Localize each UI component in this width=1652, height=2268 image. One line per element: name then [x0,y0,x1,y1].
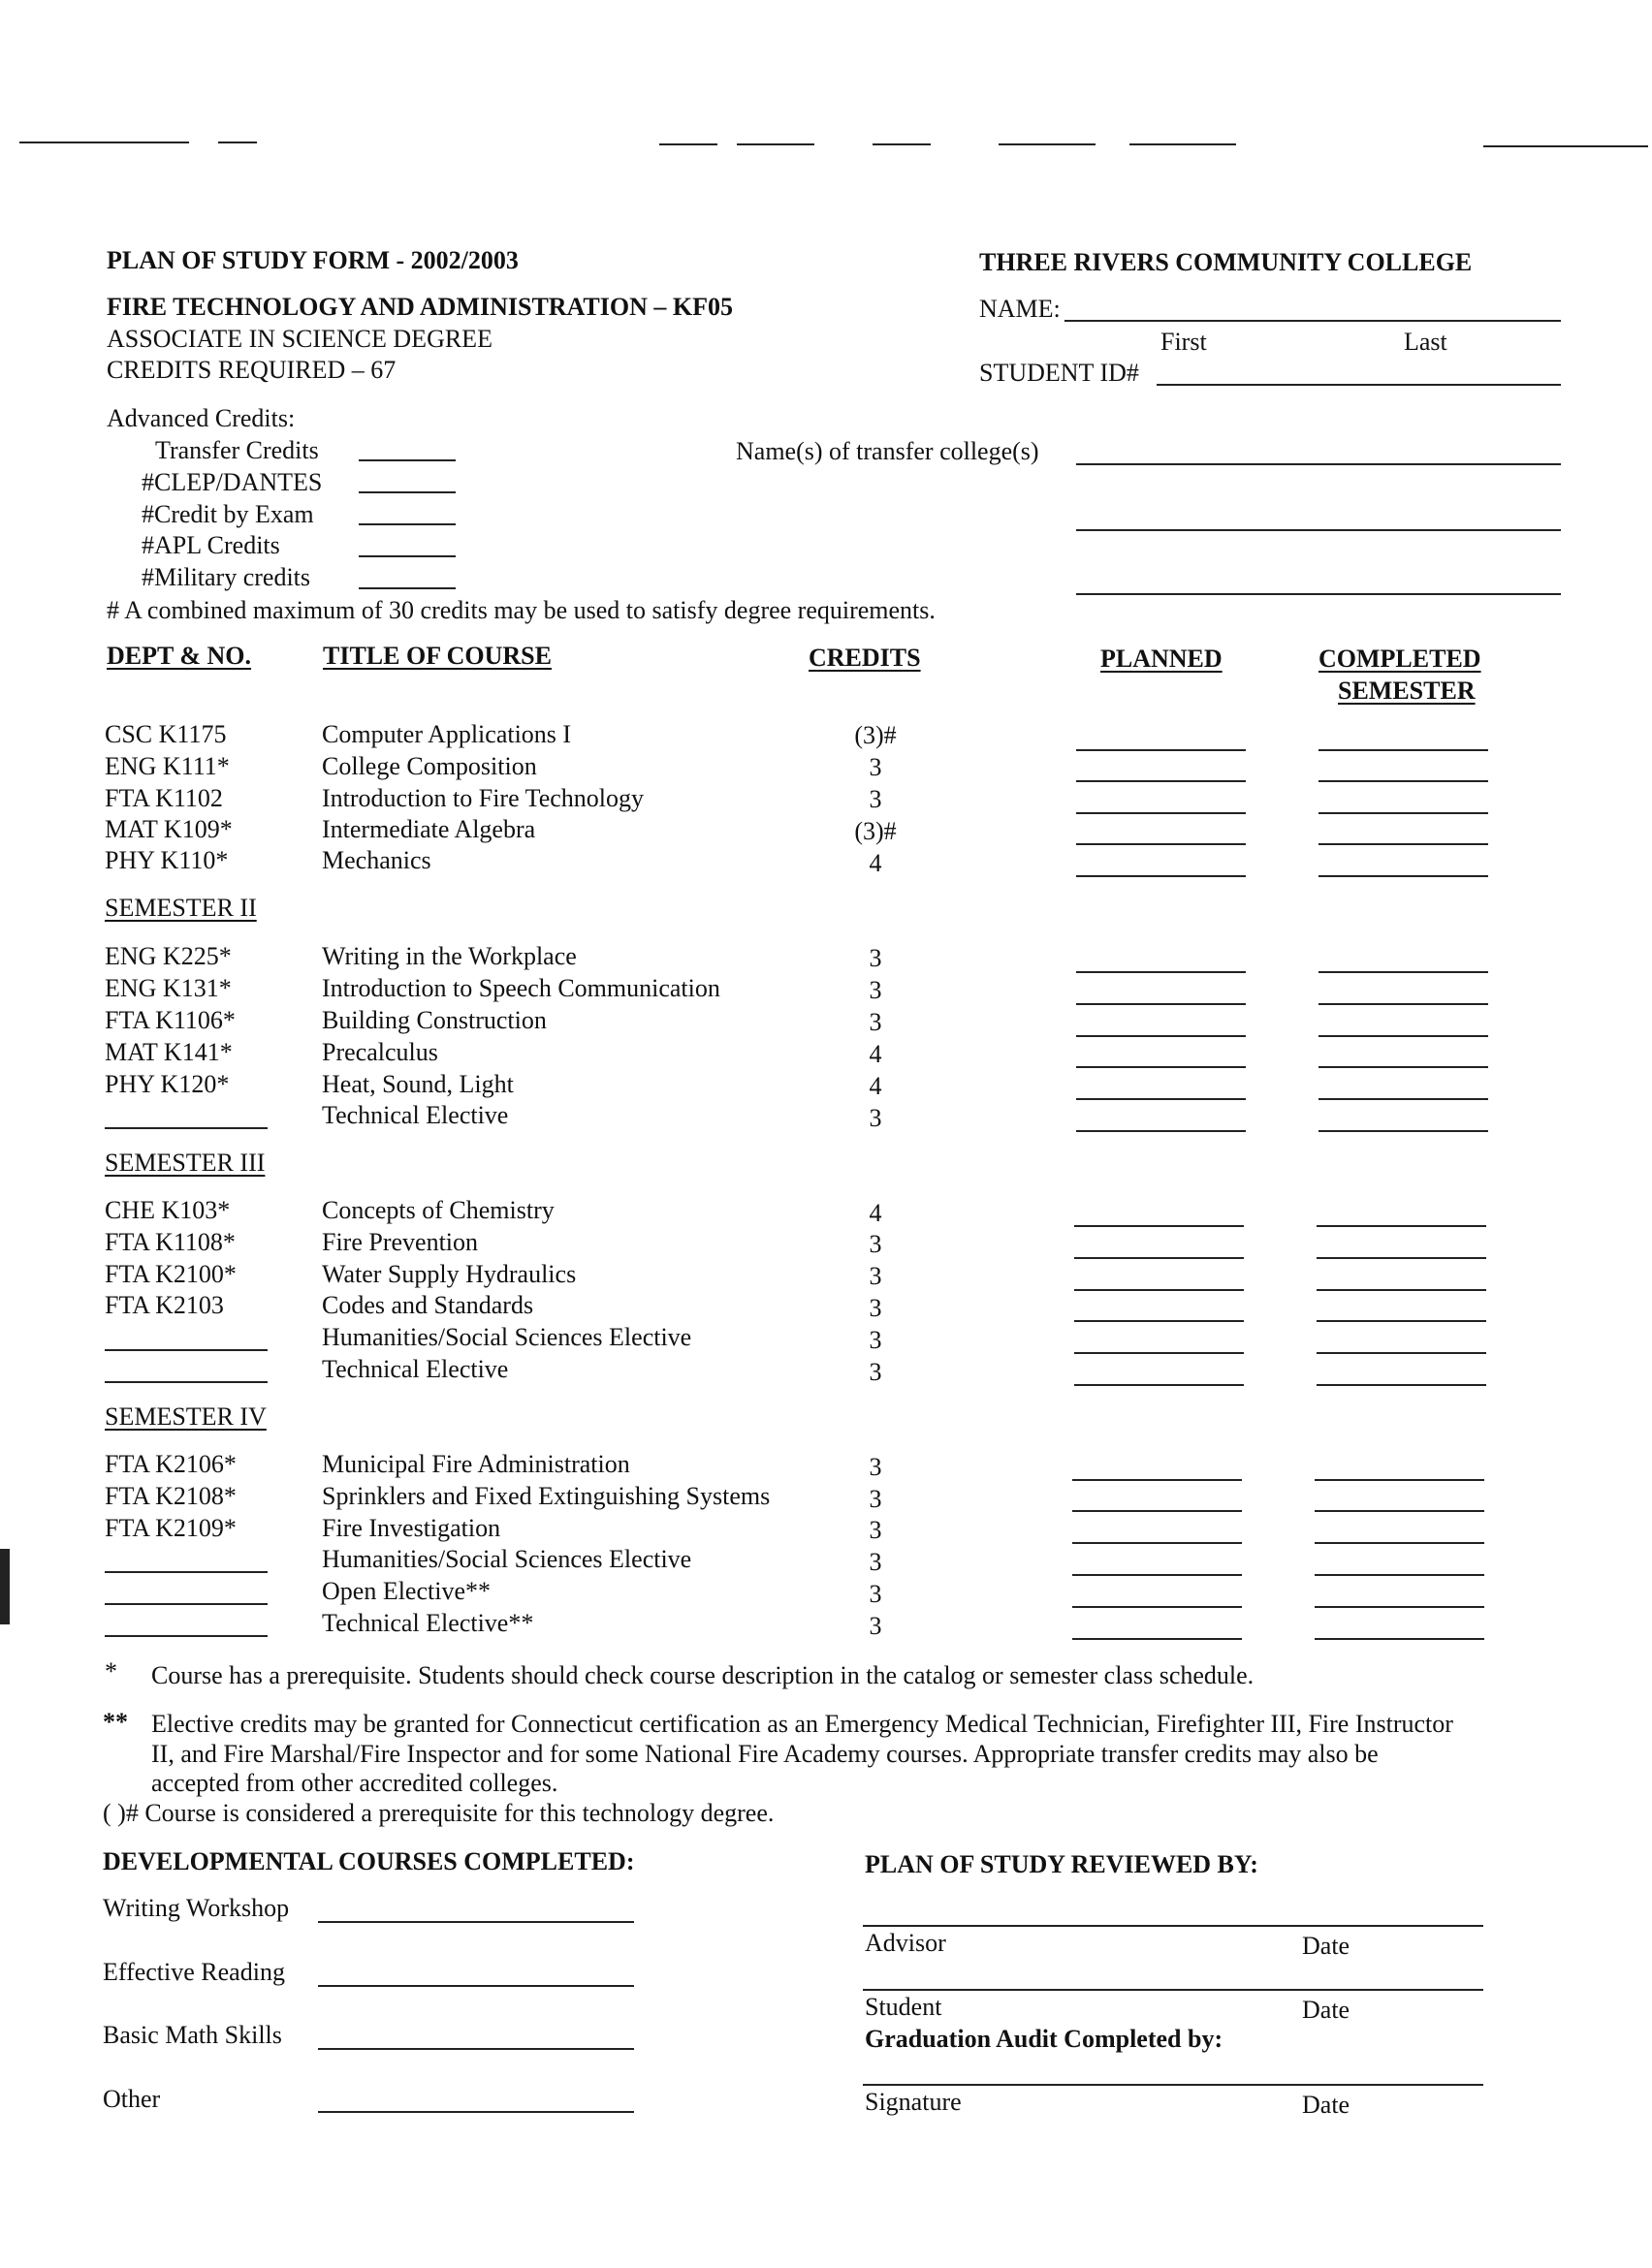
course-dept: MAT K141* [105,1038,233,1066]
transfer-credits-label: Transfer Credits [155,436,319,464]
planned-field[interactable] [1076,1066,1246,1068]
course-title: Sprinklers and Fixed Extinguishing Systems [322,1482,771,1510]
completed-field[interactable] [1318,875,1488,877]
completed-field[interactable] [1317,1352,1486,1354]
semester-4-heading: SEMESTER IV [105,1402,267,1431]
course-title: Codes and Standards [322,1291,534,1319]
completed-field[interactable] [1317,1289,1486,1291]
course-credits: 3 [869,1580,882,1608]
completed-field[interactable] [1318,1130,1488,1132]
course-title: Computer Applications I [322,720,572,748]
course-dept: ENG K111* [105,752,230,780]
program-title: FIRE TECHNOLOGY AND ADMINISTRATION – KF05 [107,293,733,321]
course-title: Writing in the Workplace [322,942,577,970]
student-id-label: STUDENT ID# [979,359,1139,387]
completed-field[interactable] [1315,1542,1484,1544]
course-credits: 4 [869,1199,882,1227]
dept-blank-field[interactable] [105,1635,268,1637]
course-credits: 3 [869,1294,882,1322]
audit-date-caption: Date [1302,2091,1350,2119]
course-title: Humanities/Social Sciences Elective [322,1545,692,1573]
completed-field[interactable] [1318,812,1488,814]
completed-field[interactable] [1317,1225,1486,1227]
course-title: Open Elective** [322,1577,491,1605]
planned-field[interactable] [1074,1384,1244,1386]
degree-label: ASSOCIATE IN SCIENCE DEGREE [107,325,492,353]
course-title: Water Supply Hydraulics [322,1260,577,1288]
planned-field[interactable] [1076,749,1246,751]
advisor-signature-field[interactable] [863,1925,1483,1927]
military-credits-field[interactable] [359,587,456,589]
course-credits: 3 [869,1262,882,1290]
planned-field[interactable] [1076,1003,1246,1005]
footnote-dstar-mark: ** [103,1708,128,1736]
course-credits: 3 [869,1230,882,1258]
dept-blank-field[interactable] [105,1349,268,1351]
other-label: Other [103,2085,161,2113]
review-heading: PLAN OF STUDY REVIEWED BY: [865,1850,1258,1878]
course-dept: FTA K1108* [105,1228,236,1256]
completed-field[interactable] [1318,1003,1488,1005]
course-dept: FTA K2103 [105,1291,224,1319]
course-dept: FTA K2100* [105,1260,237,1288]
course-title: Introduction to Speech Communication [322,974,720,1002]
dept-blank-field[interactable] [105,1381,268,1383]
course-title: Precalculus [322,1038,438,1066]
combined-max-note: # A combined maximum of 30 credits may be used to satisfy degree requirements. [107,596,936,624]
course-dept: ENG K131* [105,974,232,1002]
course-title: College Composition [322,752,537,780]
col-dept: DEPT & NO. [107,642,252,670]
first-name-caption: First [1160,328,1207,356]
course-title: Technical Elective [322,1355,509,1383]
completed-field[interactable] [1318,843,1488,845]
course-credits: (3)# [854,721,897,749]
developmental-heading: DEVELOPMENTAL COURSES COMPLETED: [103,1847,635,1875]
scan-artifact-line [737,143,814,145]
clep-dantes-label: #CLEP/DANTES [142,468,323,496]
completed-field[interactable] [1317,1257,1486,1259]
form-title: PLAN OF STUDY FORM - 2002/2003 [107,246,519,274]
binding-mark [0,1549,10,1624]
basic-math-skills-field[interactable] [318,2048,634,2050]
semester-2-heading: SEMESTER II [105,894,257,922]
effective-reading-field[interactable] [318,1985,634,1987]
course-dept: ENG K225* [105,942,232,970]
apl-credits-field[interactable] [359,555,456,557]
planned-field[interactable] [1072,1606,1242,1608]
footnote-star-text: Course has a prerequisite. Students should check course description in the catalog or semester class schedule. [151,1661,1255,1689]
effective-reading-label: Effective Reading [103,1958,285,1986]
course-title: Introduction to Fire Technology [322,784,645,812]
planned-field[interactable] [1072,1479,1242,1481]
completed-field[interactable] [1318,749,1488,751]
footnote-dstar-line-3: accepted from other accredited colleges. [151,1769,558,1797]
basic-math-skills-label: Basic Math Skills [103,2021,282,2049]
scan-artifact-line [999,143,1096,145]
course-credits: 3 [869,753,882,781]
other-field[interactable] [318,2111,634,2113]
completed-field[interactable] [1317,1384,1486,1386]
completed-field[interactable] [1318,780,1488,782]
student-caption: Student [865,1993,942,2021]
planned-field[interactable] [1076,1130,1246,1132]
advisor-date-caption: Date [1302,1932,1350,1960]
planned-field[interactable] [1076,875,1246,877]
course-title: Technical Elective** [322,1609,534,1637]
course-credits: 3 [869,944,882,972]
completed-field[interactable] [1315,1510,1484,1512]
planned-field[interactable] [1076,1098,1246,1100]
scan-artifact-line [659,143,717,145]
col-semester: SEMESTER [1338,677,1476,705]
writing-workshop-label: Writing Workshop [103,1894,290,1922]
scan-artifact-line [873,143,931,145]
last-name-caption: Last [1404,328,1447,356]
planned-field[interactable] [1072,1510,1242,1512]
planned-field[interactable] [1074,1320,1244,1322]
course-title: Concepts of Chemistry [322,1196,555,1224]
dept-blank-field[interactable] [105,1127,268,1129]
col-credits: CREDITS [809,644,921,672]
col-title: TITLE OF COURSE [323,642,552,670]
course-credits: 3 [869,1548,882,1576]
course-dept: PHY K120* [105,1070,230,1098]
graduation-audit-heading: Graduation Audit Completed by: [865,2025,1223,2053]
dept-blank-field[interactable] [105,1603,268,1605]
completed-field[interactable] [1315,1574,1484,1576]
col-planned: PLANNED [1100,645,1223,673]
course-title: Mechanics [322,846,431,874]
course-title: Fire Investigation [322,1514,501,1542]
scan-artifact-line [1129,143,1236,145]
completed-field[interactable] [1318,971,1488,973]
scan-artifact-line [19,142,189,143]
course-title: Fire Prevention [322,1228,479,1256]
apl-credits-label: #APL Credits [142,531,280,559]
completed-field[interactable] [1315,1606,1484,1608]
credit-by-exam-label: #Credit by Exam [142,500,314,528]
course-dept: PHY K110* [105,846,229,874]
course-dept: CSC K1175 [105,720,227,748]
student-id-field[interactable] [1157,384,1561,386]
completed-field[interactable] [1315,1638,1484,1640]
course-credits: 3 [869,1516,882,1544]
planned-field[interactable] [1072,1638,1242,1640]
college-name: THREE RIVERS COMMUNITY COLLEGE [979,248,1473,276]
completed-field[interactable] [1317,1320,1486,1322]
course-credits: 4 [869,1040,882,1068]
course-credits: 3 [869,1008,882,1036]
transfer-college-field-3[interactable] [1076,593,1561,595]
course-credits: 4 [869,849,882,877]
writing-workshop-field[interactable] [318,1921,634,1923]
semester-3-heading: SEMESTER III [105,1149,266,1177]
footnote-star-mark: * [105,1657,117,1685]
planned-field[interactable] [1074,1289,1244,1291]
credit-by-exam-field[interactable] [359,523,456,525]
course-credits: 3 [869,1104,882,1132]
course-credits: 4 [869,1072,882,1100]
completed-field[interactable] [1318,1098,1488,1100]
course-title: Technical Elective [322,1101,509,1129]
planned-field[interactable] [1076,843,1246,845]
planned-field[interactable] [1072,1574,1242,1576]
planned-field[interactable] [1076,780,1246,782]
course-dept: CHE K103* [105,1196,231,1224]
completed-field[interactable] [1318,1035,1488,1037]
col-completed: COMPLETED [1318,645,1481,673]
course-credits: 3 [869,1358,882,1386]
course-title: Municipal Fire Administration [322,1450,630,1478]
course-dept: MAT K109* [105,815,233,843]
course-dept: FTA K2108* [105,1482,237,1510]
transfer-college-label: Name(s) of transfer college(s) [736,437,1039,465]
signature-caption: Signature [865,2088,962,2116]
course-title: Humanities/Social Sciences Elective [322,1323,692,1351]
course-dept: FTA K2109* [105,1514,237,1542]
military-credits-label: #Military credits [142,563,311,591]
planned-field[interactable] [1074,1352,1244,1354]
planned-field[interactable] [1074,1257,1244,1259]
name-field[interactable] [1064,320,1561,322]
scan-artifact-line [1483,145,1648,147]
course-dept: FTA K2106* [105,1450,237,1478]
scan-artifact-line [218,142,257,143]
course-credits: 3 [869,1612,882,1640]
clep-dantes-field[interactable] [359,491,456,493]
advisor-caption: Advisor [865,1929,946,1957]
student-signature-field[interactable] [863,1989,1483,1991]
course-credits: 3 [869,785,882,813]
footnote-dstar-line-1: Elective credits may be granted for Connecticut certification as an Emergency Medical Technician, Firefighter III, Fire Instructor [151,1710,1453,1738]
planned-field[interactable] [1076,1035,1246,1037]
transfer-credits-field[interactable] [359,459,456,461]
completed-field[interactable] [1318,1066,1488,1068]
student-date-caption: Date [1302,1996,1350,2024]
planned-field[interactable] [1072,1542,1242,1544]
course-title: Intermediate Algebra [322,815,536,843]
completed-field[interactable] [1315,1479,1484,1481]
planned-field[interactable] [1076,971,1246,973]
footnote-paren: ( )# Course is considered a prerequisite for this technology degree. [103,1799,775,1827]
course-credits: 3 [869,1453,882,1481]
course-title: Building Construction [322,1006,547,1034]
planned-field[interactable] [1076,812,1246,814]
footnote-dstar-line-2: II, and Fire Marshal/Fire Inspector and for some National Fire Academy courses. Appropriate transfer credits may also be [151,1740,1379,1768]
course-credits: 3 [869,976,882,1004]
planned-field[interactable] [1074,1225,1244,1227]
transfer-college-field-2[interactable] [1076,529,1561,531]
dept-blank-field[interactable] [105,1571,268,1573]
name-label: NAME: [979,295,1061,323]
course-dept: FTA K1106* [105,1006,236,1034]
transfer-college-field-1[interactable] [1076,463,1561,465]
course-credits: 3 [869,1326,882,1354]
advanced-credits-heading: Advanced Credits: [107,404,296,432]
course-dept: FTA K1102 [105,784,223,812]
course-title: Heat, Sound, Light [322,1070,514,1098]
credits-required: CREDITS REQUIRED – 67 [107,356,397,384]
audit-signature-field[interactable] [863,2084,1483,2086]
course-credits: 3 [869,1485,882,1513]
course-credits: (3)# [854,817,897,845]
